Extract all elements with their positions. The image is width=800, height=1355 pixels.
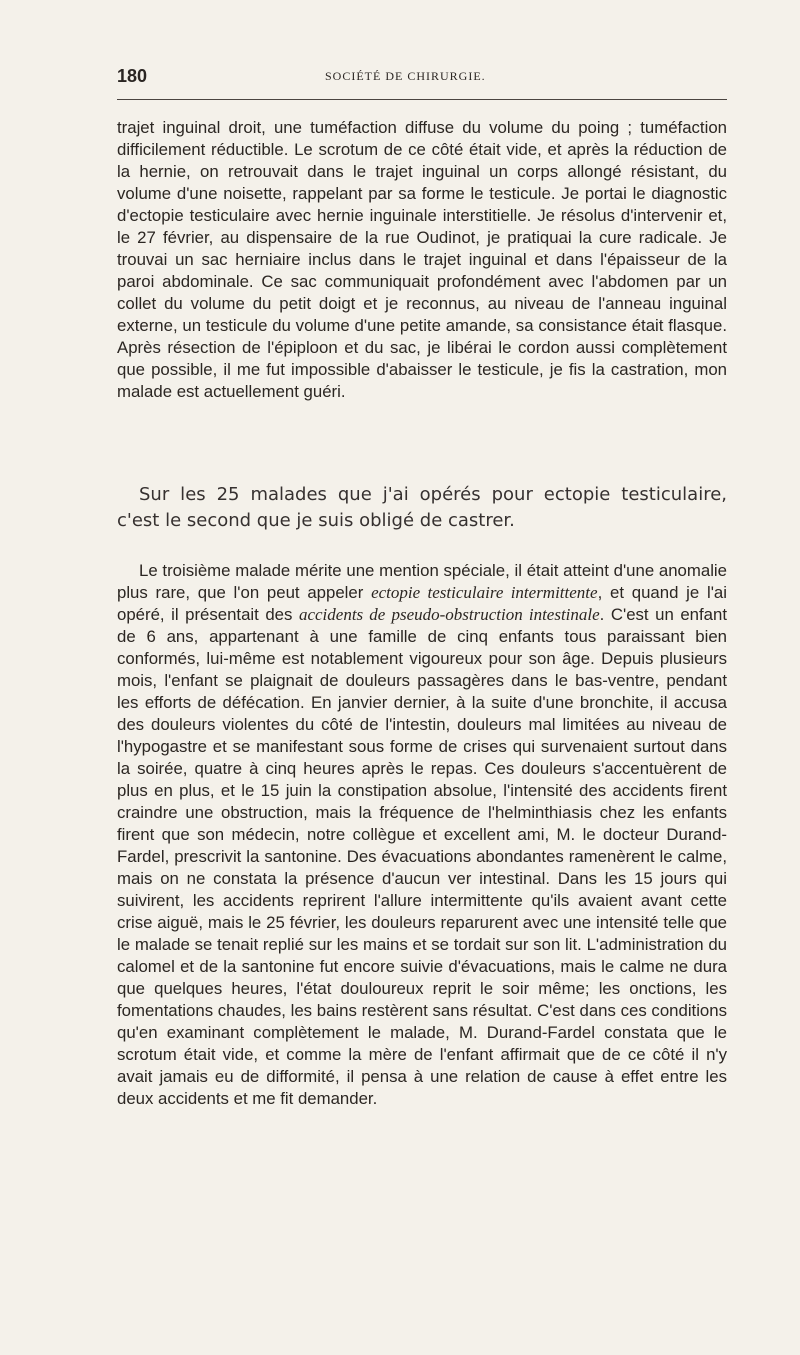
paragraph-summary: Sur les 25 malades que j'ai opérés pour ectopie testiculaire, c'est le second que je suis obligé de castrer. — [117, 484, 727, 531]
running-head: SOCIÉTÉ DE CHIRURGIE. — [325, 69, 486, 83]
page-number: 180 — [117, 66, 148, 86]
italic-term-pseudo-obstruction: accidents de pseudo-obstruction intestinale — [298, 605, 600, 624]
header-rule — [117, 99, 727, 100]
paragraph-case-two-end: trajet inguinal droit, une tuméfaction diffuse du volume du poing ; tuméfaction difficilement réductible. Le scrotum de ce côté était vide, et après la réduction de la hernie, on retrouvait dans le trajet inguinal un corps allongé résistant, du volume d'une noisette, rappelant par sa forme le testicule. Je portai le diagnostic d'ectopie testiculaire avec hernie inguinale interstitielle. Je résolus d'intervenir et, le 27 février, au dispensaire de la rue Oudinot, je pratiquai la cure radicale. Je trouvai un sac herniaire inclus dans le trajet inguinal et dans l'épaisseur de la paroi abdominale. Ce sac communiquait profondément avec l'abdomen par un collet du volume du petit doigt et je reconnus, au niveau de l'anneau inguinal externe, un testicule du volume d'une petite amande, sa consistance était flasque. Après résection de l'épiploon et du sac, je libérai le cordon aussi complètement que possible, il me fut impossible d'abaisser le testicule, je fis la castration, mon malade est actuellement guéri. — [117, 118, 727, 401]
page-header — [117, 66, 727, 90]
paragraph-third-case-intro: Le troisième malade mérite une mention spéciale, il était atteint d'une anomalie plus rare, que l'on peut appeler — [117, 561, 727, 602]
paragraph-third-case-middle: , et quand je l'ai opéré, il présentait des — [117, 583, 727, 624]
paragraph-third-case — [117, 560, 727, 1230]
italic-term-intermittent-ectopia: ectopie testiculaire intermittente — [371, 583, 598, 602]
paragraph-third-case-body: . C'est un enfant de 6 ans, appartenant à une famille de cinq enfants tous paraissant bien conformés, lui-même est notablement vigoureux pour son âge. Depuis plusieurs mois, l'enfant se plaignait de douleurs passagères dans le bas-ventre, pendant les efforts de défécation. En janvier dernier, à la suite d'une bronchite, il accusa des douleurs violentes du côté de l'intestin, douleurs mal limitées au niveau de l'hypogastre et se manifestant sous forme de crises qui survenaient surtout dans la soirée, quatre à cinq heures après le repas. Ces douleurs s'accentuèrent de plus en plus, et le 15 juin la constipation absolue, l'intensité des accidents firent craindre une obstruction, mais la fréquence de l'helminthiasis chez les enfants firent que son médecin, notre collègue et excellent ami, M. le docteur Durand-Fardel, prescrivit la santonine. Des évacuations abondantes ramenèrent le calme, mais on ne constata la présence d'aucun ver intestinal. Dans les 15 jours qui suivirent, les accidents reprirent l'allure intermittente qu'ils avaient avant cette crise aiguë, mais le 25 février, les douleurs reparurent avec une intensité telle que le malade se tenait replié sur les mains et se tordait sur son lit. L'administration du calomel et de la santonine fut encore suivie d'évacuations, mais le calme ne dura que quelques heures, l'état douloureux reprit le soir même; les onctions, les fomentations chaudes, les bains restèrent sans résultat. C'est dans ces conditions qu'en examinant complètement le malade, M. Durand-Fardel constata que le scrotum était vide, et comme la mère de l'enfant affirmait que de ce côté il n'y avait jamais eu de difformité, il pensa à une relation de cause à effet entre les deux accidents et me fit demander. — [117, 605, 727, 1108]
